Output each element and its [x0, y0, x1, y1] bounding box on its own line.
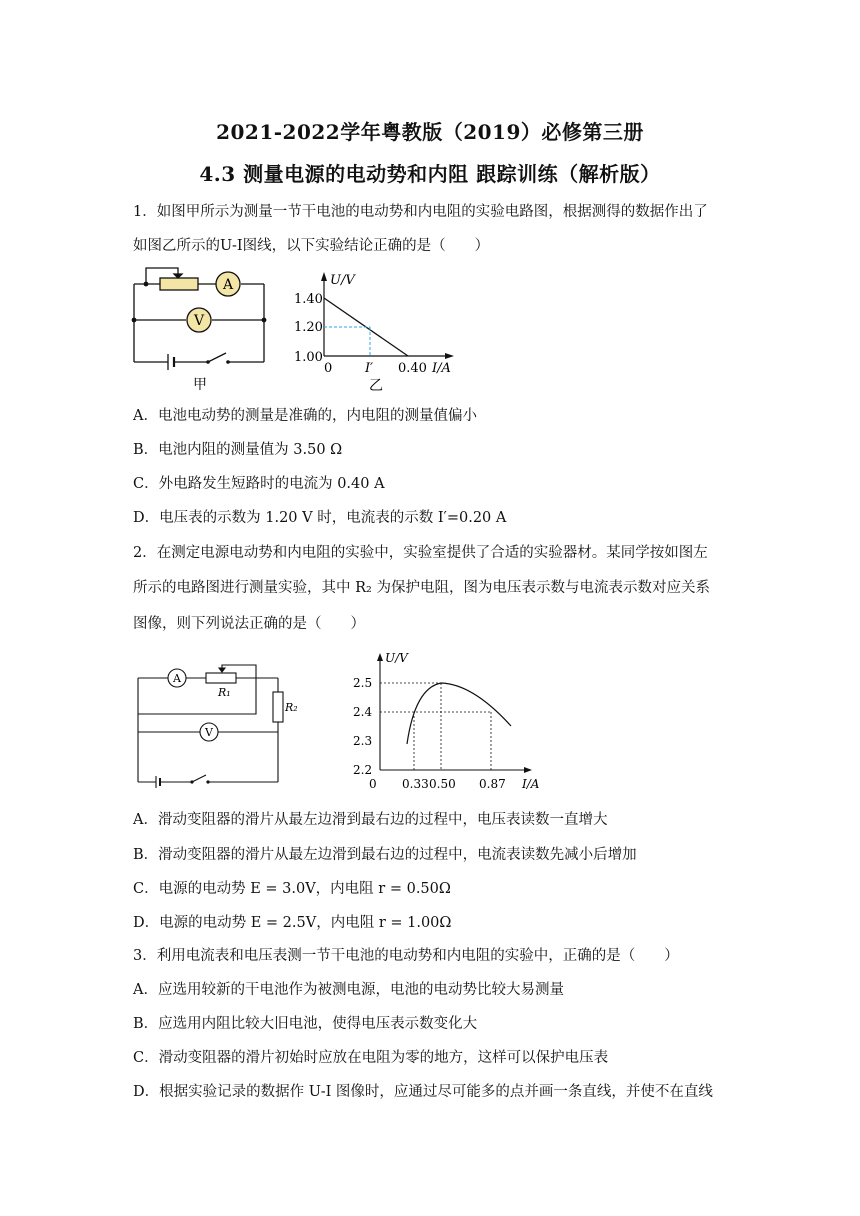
q2-ammeter: [168, 669, 186, 687]
q1-ytick-3: 1.00: [294, 350, 323, 365]
q1-option-a: A．电池电动势的测量是准确的，内电阻的测量值偏小: [133, 408, 477, 424]
q1-voltmeter-label: V: [193, 313, 205, 329]
q2-ylabel: U/V: [385, 651, 408, 665]
q2-ytick-1: 2.5: [353, 676, 373, 690]
q2-ytick-2: 2.4: [353, 705, 373, 719]
q2-voltmeter: [200, 723, 218, 741]
q2-option-d: D．电源的电动势 E = 2.5V，内电阻 r = 1.00Ω: [133, 915, 452, 931]
q2-option-b: B．滑动变阻器的滑片从最左边滑到最右边的过程中，电流表读数先减小后增加: [133, 847, 637, 863]
q2-stem-line3: 图像，则下列说法正确的是（ ）: [133, 616, 365, 632]
q1-voltmeter: [187, 308, 211, 332]
q1-stem-line2: 如图乙所示的U-I图线，以下实验结论正确的是（ ）: [133, 238, 490, 254]
q2-ammeter-label: A: [173, 672, 181, 685]
q1-circuit-diagram: [128, 262, 278, 392]
document-title-line2: 4.3 测量电源的电动势和内阻 跟踪训练（解析版）: [199, 162, 661, 186]
q1-caption-left: 甲: [193, 377, 207, 392]
q2-circuit-diagram: [128, 660, 298, 790]
q2-xtick-2: 0.50: [429, 777, 456, 791]
q2-option-c: C．电源的电动势 E = 3.0V，内电阻 r = 0.50Ω: [133, 881, 451, 897]
q3-option-d: D．根据实验记录的数据作 U-I 图像时，应通过尽可能多的点并画一条直线，并使不在直线: [133, 1084, 713, 1100]
q1-xlabel: I/A: [432, 361, 451, 376]
q2-xlabel: I/A: [522, 777, 540, 791]
q2-voltmeter-label: V: [205, 726, 213, 739]
q2-r1-label: R₁: [218, 686, 231, 699]
q2-ui-curve: [407, 683, 511, 744]
q3-option-c: C．滑动变阻器的滑片初始时应放在电阻为零的地方，这样可以保护电压表: [133, 1050, 609, 1066]
q2-ytick-3: 2.3: [353, 734, 373, 748]
q2-xtick-0: 0: [369, 777, 377, 791]
q1-xtick-end: 0.40: [398, 361, 427, 376]
q1-xtick-i: I′: [365, 361, 374, 376]
q2-stem-line1: 2．在测定电源电动势和内电阻的实验中，实验室提供了合适的实验器材。某同学按如图左: [133, 545, 708, 561]
q3-stem: 3．利用电流表和电压表测一节干电池的电动势和内电阻的实验中，正确的是（ ）: [133, 948, 679, 964]
q1-stem-line1: 1．如图甲所示为测量一节干电池的电动势和内电阻的实验电路图，根据测得的数据作出了: [133, 204, 708, 220]
q1-option-b: B．电池内阻的测量值为 3.50 Ω: [133, 442, 343, 458]
q2-ui-graph: [345, 648, 545, 793]
q1-ui-graph: [288, 268, 463, 393]
q1-ytick-2: 1.20: [294, 320, 323, 335]
q2-option-a: A．滑动变阻器的滑片从最左边滑到最右边的过程中，电压表读数一直增大: [133, 812, 608, 828]
q1-ylabel: U/V: [330, 273, 355, 288]
q3-option-b: B．应选用内阻比较大旧电池，使得电压表示数变化大: [133, 1016, 478, 1032]
q3-option-a: A．应选用较新的干电池作为被测电源，电池的电动势比较大易测量: [133, 982, 564, 998]
document-title-line1: 2021-2022学年粤教版（2019）必修第三册: [216, 120, 644, 144]
q2-r2-label: R₂: [285, 701, 298, 714]
q2-xtick-1: 0.33: [402, 777, 429, 791]
q1-option-d: D．电压表的示数为 1.20 V 时，电流表的示数 I′=0.20 A: [133, 510, 507, 526]
q1-ammeter-label: A: [222, 277, 234, 293]
q1-option-c: C．外电路发生短路时的电流为 0.40 A: [133, 476, 385, 492]
q2-stem-line2: 所示的电路图进行测量实验，其中 R₂ 为保护电阻，图为电压表示数与电流表示数对应关系: [133, 580, 710, 596]
q1-xtick-0: 0: [324, 361, 333, 376]
q1-ytick-1: 1.40: [294, 292, 323, 307]
q1-ammeter: [216, 272, 240, 296]
q1-caption-right: 乙: [369, 378, 383, 393]
q2-ytick-4: 2.2: [353, 763, 373, 777]
q2-xtick-3: 0.87: [479, 777, 506, 791]
